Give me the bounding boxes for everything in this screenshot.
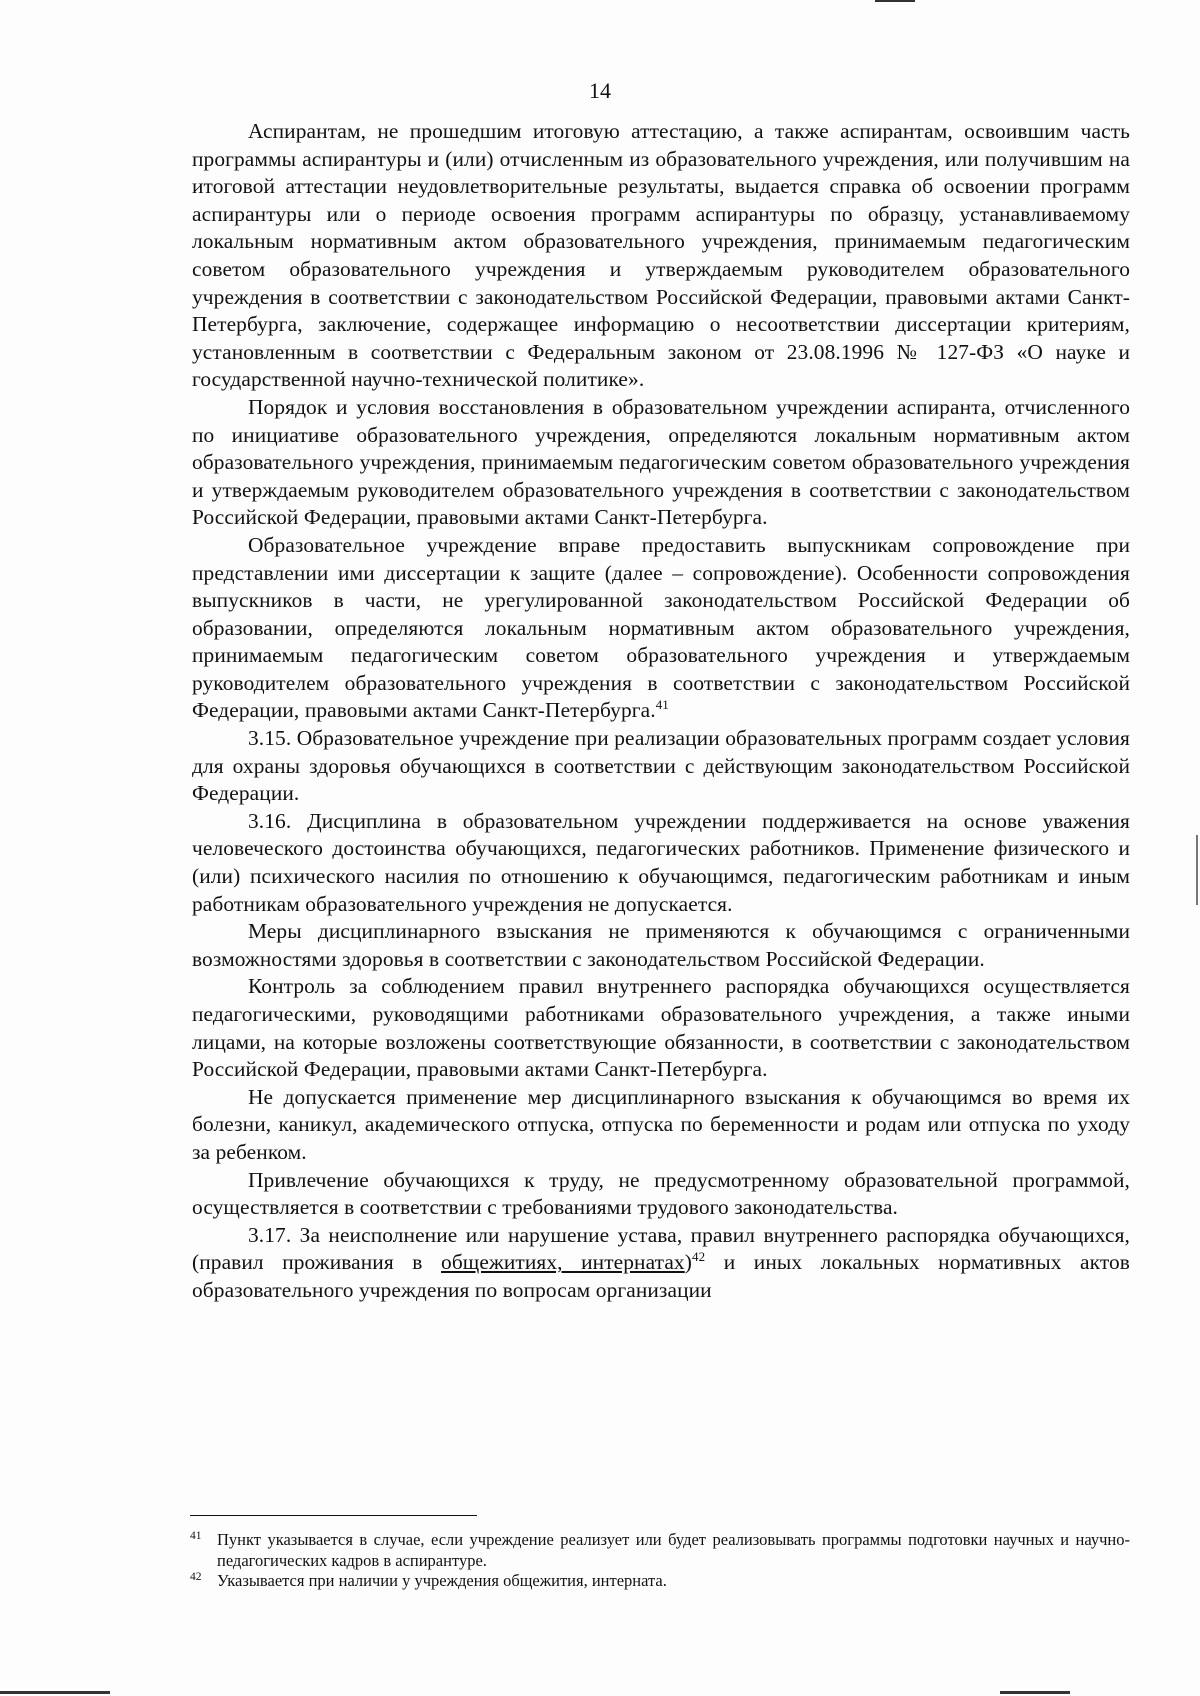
footnotes: [190, 1530, 1130, 1592]
footnote: [190, 1571, 1130, 1592]
paragraph: 3.15. Образовательное учреждение при реализации образовательных программ создает условия для охраны здоровья обучающихся в соответствии с действующим законодательством Российской Федерации.: [192, 726, 1130, 806]
underlined-text: общежитиях, интернатах: [441, 1250, 685, 1275]
scan-artifact: [0, 1691, 110, 1694]
footnote-number: 41: [190, 1530, 202, 1542]
paragraph: [192, 532, 1130, 725]
paragraph: Контроль за соблюдением правил внутреннего распорядка обучающихся осуществляется педагогическими, руководящими работниками образовательного учреждения, а также иными лицами, на которые возложены соответствующие обязанности, в соответствии с законодательством Российской Федерации, правовыми актами Санкт-Петербурга.: [192, 974, 1130, 1082]
footnote-separator: [190, 1515, 477, 1516]
paragraph-text: Образовательное учреждение вправе предоставить выпускникам сопровождение при представлении ими диссертации к защите (далее – сопровождение). Особенности сопровождения выпускников в части, не урегулированной законодательством Российской Федерации об образовании, определяются локальным нормативным актом образовательного учреждения, принимаемым педагогическим советом образовательного учреждения и утверждаемым руководителем образовательного учреждения в соответствии с законодательством Российской Федерации, правовыми актами Санкт-Петербурга.: [192, 532, 1130, 723]
footnote: [190, 1530, 1130, 1571]
paragraph: Меры дисциплинарного взыскания не применяются к обучающимся с ограниченными возможностями здоровья в соответствии с законодательством Российской Федерации.: [192, 919, 1130, 971]
scan-artifact: [875, 0, 915, 2]
footnote-text: Указывается при наличии у учреждения общежития, интерната.: [217, 1571, 667, 1590]
paragraph: 3.16. Дисциплина в образовательном учреждении поддерживается на основе уважения человеческого достоинства обучающихся, педагогических работников. Применение физического и (или) психического насилия по отношению к обучающимся, педагогическим работникам и иным работникам образовательного учреждения не допускается.: [192, 808, 1130, 916]
paragraph-text: и иных локальных нормативных актов образовательного учреждения по вопросам организации: [192, 1250, 1130, 1302]
footnote-reference[interactable]: 42: [691, 1249, 706, 1265]
footnote-number: 42: [190, 1571, 202, 1583]
paragraph: Порядок и условия восстановления в образовательном учреждении аспиранта, отчисленного по инициативе образовательного учреждения, определяются локальным нормативным актом образовательного учреждения, принимаемым педагогическим советом образовательного учреждения и утверждаемым руководителем образовательного учреждения в соответствии с законодательством Российской Федерации, правовыми актами Санкт-Петербурга.: [192, 394, 1130, 530]
body-text: [192, 118, 1130, 1305]
footnote-text: Пункт указывается в случае, если учреждение реализует или будет реализовывать программы подготовки научных и научно-педагогических кадров в аспирантуре.: [217, 1530, 1130, 1570]
paragraph: Не допускается применение мер дисциплинарного взыскания к обучающимся во время их болезни, каникул, академического отпуска, отпуска по беременности и родам или отпуска по уходу за ребенком.: [192, 1084, 1130, 1164]
scan-artifact: [1196, 835, 1198, 905]
paragraph: Аспирантам, не прошедшим итоговую аттестацию, а также аспирантам, освоившим часть программы аспирантуры и (или) отчисленным из образовательного учреждения, или получившим на итоговой аттестации неудовлетворительные результаты, выдается справка об освоении программ аспирантуры или о периоде освоения программ аспирантуры по образцу, устанавливаемому локальным нормативным актом образовательного учреждения, принимаемым педагогическим советом образовательного учреждения и утверждаемым руководителем образовательного учреждения в соответствии с законодательством Российской Федерации, правовыми актами Санкт-Петербурга, заключение, содержащее информацию о несоответствии диссертации критериям, установленным в соответствии с Федеральным законом от 23.08.1996 № 127-ФЗ «О науке и государственной научно-технической политике».: [192, 119, 1130, 392]
paragraph: Привлечение обучающихся к труду, не предусмотренному образовательной программой, осуществляется в соответствии с требованиями трудового законодательства.: [192, 1167, 1130, 1220]
paragraph-text: 3.17. За неисполнение или нарушение устава, правил внутреннего распорядка обучающихся, (правил проживания в: [192, 1222, 1130, 1275]
page-number: 14: [589, 78, 611, 103]
paragraph-text: ): [684, 1250, 692, 1275]
scan-artifact: [1000, 1691, 1070, 1694]
footnote-reference[interactable]: 41: [655, 697, 669, 713]
paragraph: [192, 1222, 1130, 1305]
